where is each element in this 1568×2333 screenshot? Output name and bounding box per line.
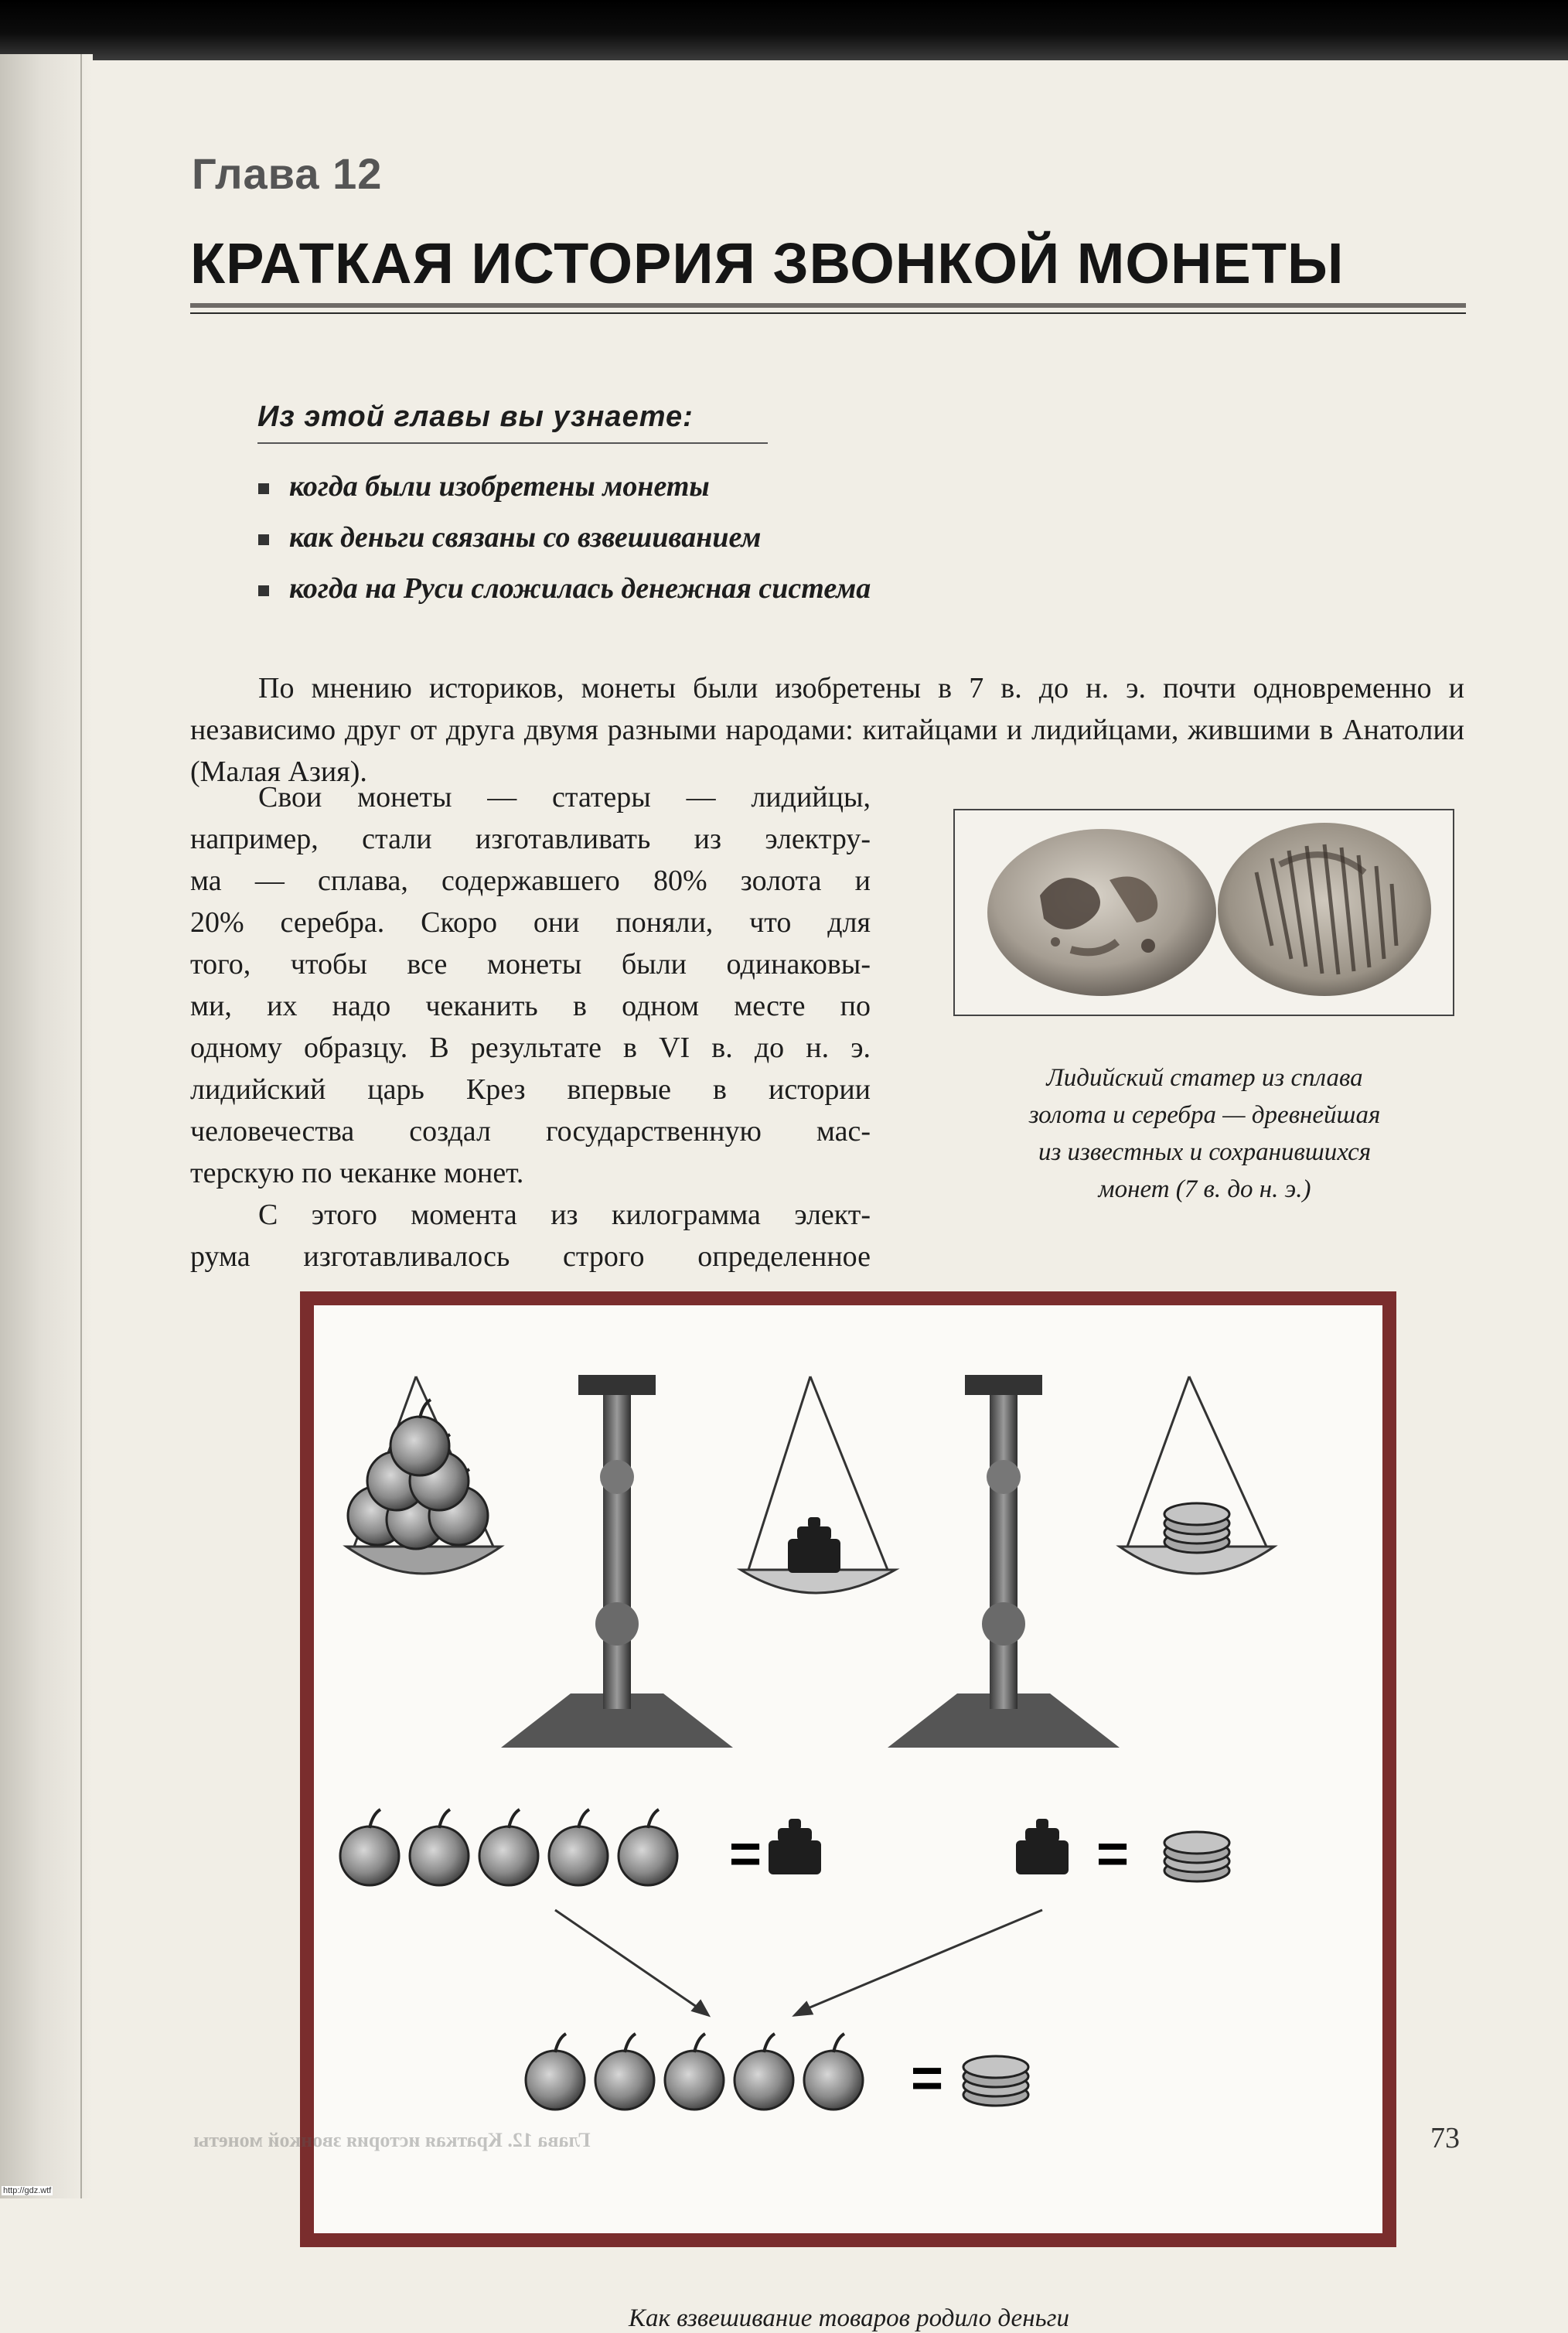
equals-sign-2: = [1096,1823,1130,1885]
caption-line: золота и серебра — древнейшая [1028,1101,1381,1129]
text-line: терскую по чеканке монет. [190,1157,524,1189]
intro-item: когда были изобретены монеты [258,461,871,512]
scales-illustration [300,1291,1396,2247]
bleed-footer: Глава 12. Краткая история звонкой монеты [193,2129,591,2151]
scan-binding-line [80,54,82,2198]
intro-item: когда на Руси сложилась денежная система [258,563,871,614]
text-line: того, чтобы все монеты были одинаковы- [190,948,871,981]
bullet-icon [258,483,269,494]
heading-rule-thick [190,303,1466,308]
text-line: например, стали изготавливать из электру- [190,823,871,855]
intro-item: как деньги связаны со взвешиванием [258,512,871,563]
text-line: лидийский царь Крез впервые в истории [190,1073,871,1106]
coin-reverse [1218,823,1431,996]
scales-caption: Как взвешивание товаров родило деньги [629,2304,1069,2332]
paragraph-2 [190,776,871,1277]
coin-obverse [987,829,1216,996]
watermark: http://gdz.wtf [3,2186,52,2195]
text-line: 20% серебра. Скоро они поняли, что для [190,906,871,939]
intro-heading: Из этой главы вы узнаете: [257,401,694,433]
text-line: С этого момента из килограмма элект- [258,1199,871,1231]
heading-rule-thin [190,312,1466,314]
scales-drawing [300,1291,1396,2247]
equals-sign-1: = [729,1823,762,1885]
coin-stack-icon [1164,1503,1229,1553]
chapter-title: КРАТКАЯ ИСТОРИЯ ЗВОНКОЙ МОНЕТЫ [190,231,1345,295]
scan-left-shadow [0,54,93,2198]
chapter-label: Глава 12 [192,149,383,198]
bullet-icon [258,585,269,596]
intro-list [258,461,871,614]
text-line: ми, их надо чеканить в одном месте по [190,990,871,1022]
text-line: человечества создал государственную мас- [190,1115,871,1148]
coin-stack-icon [1164,1832,1229,1881]
caption-line: из известных и сохранившихся [1038,1138,1372,1166]
lydian-stater-image [955,810,1453,1015]
bullet-icon [258,534,269,545]
caption-line: Лидийский статер из сплава [1046,1064,1363,1092]
page-number: 73 [1430,2122,1460,2154]
coin-caption [957,1059,1452,1208]
text-line: Свои монеты — статеры — лидийцы, [258,781,871,813]
coin-figure [953,809,1454,1016]
caption-line: монет (7 в. до н. э.) [1098,1175,1311,1203]
text-line: одному образцу. В результате в VI в. до н. э. [190,1032,871,1064]
scan-top-border [0,0,1568,60]
equals-sign-3: = [911,2048,944,2110]
intro-underline [257,442,768,444]
text-line: ма — сплава, содержавшего 80% золота и [190,865,871,897]
coin-stack-icon [963,2056,1028,2106]
text-line: рума изготавливалось строго определенное [190,1240,871,1273]
paragraph-1: По мнению историков, монеты были изобретены в 7 в. до н. э. почти одновременно и независимо друг от друга двумя разными народами: китайцами и лидийцами, жившими в Анатолии (Малая Азия). [190,672,1464,788]
